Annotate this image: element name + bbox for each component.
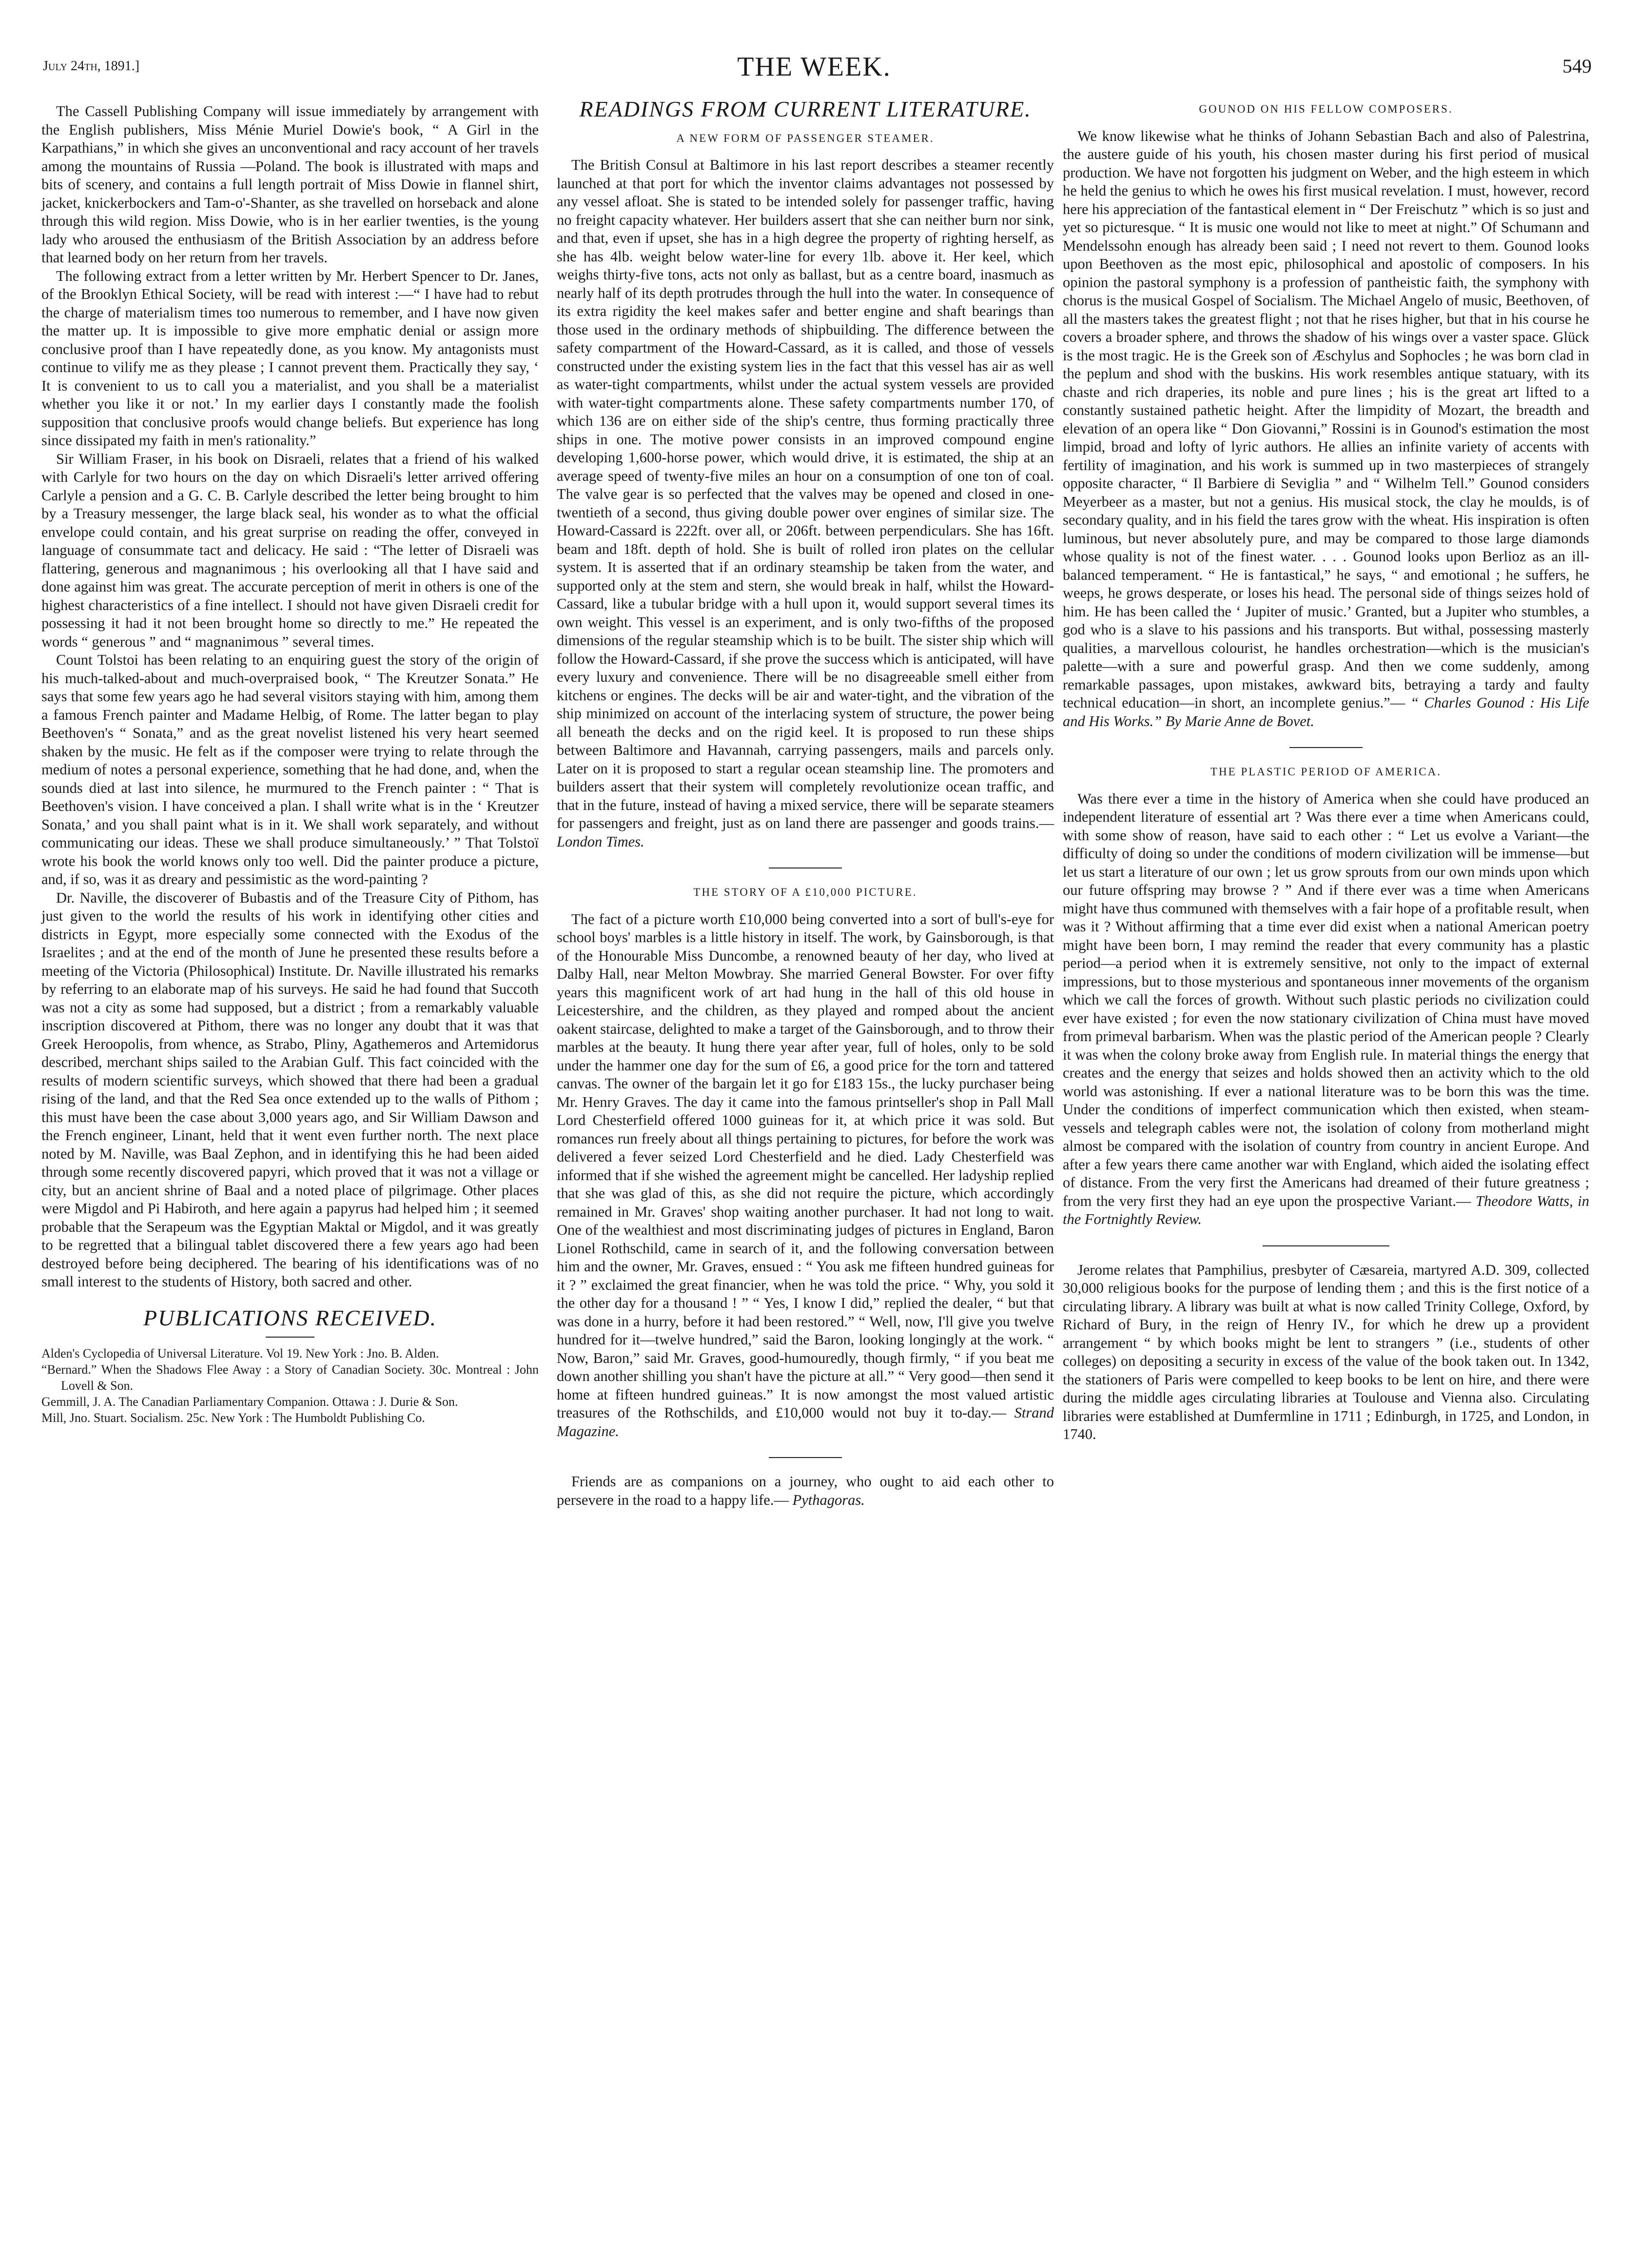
issue-date: July 24th, 1891.]: [43, 59, 139, 74]
article-body-steamer: The British Consul at Baltimore in his last report describes a steamer recently launched at that port for which the inventor claims advantages not possessed by any vessel afloat. She is stated to be intended solely for passenger traffic, having no freight capacity whatever. Her builders assert that she can neither burn nor sink, and that, even if upset, she has in a high degree the property of righting herself, as she has 4lb. weight below water-line for every 1lb. above it. Her keel, which weighs thirty-five tons, acts not only as ballast, but as a centre board, inasmuch as nearly half of its depth protrudes through the hull into the water. In consequence of its extra rigidity the keel makes safer and better engine and shaft bearings than those used in the ordinary methods of shipbuilding. The difference between the safety compartment of the Howard-Cassard, as it is called, and those of vessels constructed under the existing system lies in the fact that this vessel has air as well as water-tight compartments, whilst under the actual system vessels are provided with water-tight compartments alone. These safety compartments number 170, of which 136 are on either side of the ship's centre, thus forming practically three ships in one. The motive power consists in an improved compound engine developing 1,600-horse power, which would drive, it is estimated, the ship at an average speed of twenty-five miles an hour on a consumption of one ton of coal. The valve gear is so perfected that the valves may be opened and closed in one-twentieth of a second, thus giving double power over engines of similar size. The Howard-Cassard is 222ft. over all, or 206ft. between perpendiculars. She has 16ft. beam and 18ft. depth of hold. She is built of rolled iron plates on the cellular system. It is asserted that if an ordinary steamship be taken from the water, and supported only at the stem and stern, she would break in half, whilst the Howard-Cassard, like a tubular bridge with a hull upon it, would support several times its own weight. This vessel is an experiment, and is only two-fifths of the proposed dimensions of the regular steamship which is to be built. The sister ship which will follow the Howard-Cassard, if she prove the success which is anticipated, will have every luxury and convenience. There will be no disagreeable smell either from kitchens or engines. The decks will be air and water-tight, and the vibration of the ship minimized on account of the interlacing system of structure, the power being all beneath the decks and on the rigid keel. It is proposed to run these ships between Baltimore and Havannah, carrying passengers, mails and parcels only. Later on it is proposed to start a regular ocean steamship line. The promoters and builders assert that their system will completely revolutionize ocean traffic, and that in the future, instead of having a mixed service, there will be separate steamers for passengers and freight, just as on land there are passenger and goods trains.— London Times.: [557, 157, 1054, 850]
publication-item: “Bernard.” When the Shadows Flee Away : a Story of Canadian Society. 30c. Montreal : John Lovell & Son.: [41, 1362, 539, 1393]
section-heading: READINGS FROM CURRENT LITERATURE.: [579, 97, 1032, 121]
article-title-steamer: A NEW FORM OF PASSENGER STEAMER.: [676, 132, 935, 144]
publications-heading: PUBLICATIONS RECEIVED.: [143, 1305, 437, 1330]
article-source: Theodore Watts, in the Fortnightly Review.: [1063, 1192, 1590, 1227]
article-body-picture: The fact of a picture worth £10,000 being converted into a sort of bull's-eye for school boys' marbles is a little history in itself. The work, by Gainsborough, is that of the Honourable Miss Duncombe, a renowned beauty of her day, who lived at Dalby Hall, near Melton Mowbray. She married General Bowster. For over fifty years this magnificent work of art had hung in the hall of this old house in Leicestershire, and the children, as they played and romped about the ancient oakent staircase, delighted to make a target of the Gainsborough, and to throw their marbles at the beauty. It hung there year after year, full of holes, only to be sold under the hammer one day for the sum of £6, a good price for the torn and tattered canvas. The owner of the bargain let it go for £183 15s., the lucky purchaser being Mr. Henry Graves. The day it came into the famous printseller's shop in Pall Mall Lord Chesterfield offered 1000 guineas for it, at which price it was sold. But romances run freely about all things pertaining to pictures, for before the work was delivered a fever seized Lord Chesterfield and he died. Lady Chesterfield was informed that if she wished the agreement might be cancelled. Her ladyship replied that she was glad of this, as she did not require the picture, which accordingly remained in Mr. Graves' shop waiting another purchaser. It had not long to wait. One of the wealthiest and most discriminating judges of pictures in England, Baron Lionel Rothschild, came in search of it, and the following conversation between him and the owner, Mr. Graves, ensued : “ You ask me fifteen hundred guineas for it ? ” exclaimed the great financier, when he was told the price. “ Why, you sold it the other day for a thousand ! ” “ Yes, I know I did,” replied the dealer, “ but that was done in a hurry, before it had been restored.” “ Well, now, I'll give you twelve hundred for it—twelve hundred,” said the Baron, looking longingly at the work. “ Now, Baron,” said Mr. Graves, good-humouredly, though firmly, “ if you beat me down another shilling you shan't have the picture at all.” “ Very good—then send it home at fifteen hundred guineas.” It is now amongst the most valued artistic treasures of the Rothschilds, and £10,000 would not buy it to-day.— Strand Magazine.: [557, 910, 1054, 1440]
column-right: [1063, 100, 1589, 1444]
publication-item: Mill, Jno. Stuart. Socialism. 25c. New York : The Humboldt Publishing Co.: [41, 1411, 425, 1425]
article-body-libraries: Jerome relates that Pamphilius, presbyter of Cæsareia, martyred A.D. 309, collected 30,000 religious books for the purpose of lending them ; and this is the first notice of a circulating library. A library was built at what is now called Trinity College, Oxford, by Richard of Bury, in the reign of Henry IV., for which he drew up a provident arrangement “ by which books might be lent to strangers ” (i.e., students of other colleges) on depositing a security in excess of the value of the book taken out. In 1342, the stationers of Paris were compelled to keep books to be lent on hire, and there were during the middle ages circulating libraries at Toulouse and Vienna also. Circulating libraries were established at Dumfermline in 1711 ; Edinburgh, in 1725, and London, in 1740.: [1063, 1261, 1589, 1442]
paragraph-cassell: The Cassell Publishing Company will issue immediately by arrangement with the English publishers, Miss Ménie Muriel Dowie's book, “ A Girl in the Karpathians,” in which she gives an unconventional and racy account of her travels among the mountains of Russia —Poland. The book is illustrated with maps and bits of scenery, and contains a full length portrait of Miss Dowie in flannel shirt, jacket, knickerbockers and Tam-o'-Shanter, as she travelled on horseback and alone through this wild region. Miss Dowie, who is in her earlier twenties, is the young lady who aroused the enthusiasm of the British Association by an address before that learned body on her return from her travels.: [41, 103, 539, 266]
column-middle: [557, 97, 1054, 1509]
divider: [1263, 1245, 1389, 1246]
article-source: “ Charles Gounod : His Life and His Works.” By Marie Anne de Bovet.: [1063, 694, 1589, 730]
paragraph-naville: Dr. Naville, the discoverer of Bubastis and of the Treasure City of Pithom, has just given to the world the results of his work in identifying other cities and districts in Egypt, more especially some connected with the Exodus of the Israelites ; and at the end of the month of June he presented these results before a meeting of the Victoria (Philosophical) Institute. Dr. Naville illustrated his remarks by referring to an elaborate map of his surveys. He said he had found that Succoth was not a city as some had supposed, but a district ; from a remarkably valuable inscription discovered at Pithom, there was no longer any doubt that it was that Greek Heroopolis, from whence, as Strabo, Pliny, Agathemeros and Artemidorus described, merchant ships sailed to the Arabian Gulf. This fact coincided with the results of modern scientific surveys, which showed that there had been a gradual rising of the land, and that the Red Sea once extended up to the walls of Pithom ; this must have been the case about 3,000 years ago, and Sir William Dawson and the French engineer, Linant, held that it went even further north. The next place noted by M. Naville, was Baal Zephon, and in identifying this he had been aided through some recently discovered papyri, which proved that it was not a village or city, but an ancient shrine of Baal and a noted place of pilgrimage. Other places were Migdol and Pi Habiroth, and here again a papyrus had helped him ; it seemed probable that the Serapeum was the Egyptian Maktal or Migdol, and it was greatly to be regretted that a bilingual tablet discovered there a few years ago had been destroyed before being deciphered. The bearing of his identifications was of no small interest to the students of History, both sacred and other.: [41, 889, 539, 1290]
article-source: Strand Magazine.: [557, 1404, 1054, 1440]
divider: [769, 1457, 842, 1458]
quote-pythagoras: Friends are as companions on a journey, who ought to aid each other to persevere in the road to a happy life.— Pythagoras.: [557, 1473, 1054, 1508]
article-source: London Times.: [557, 833, 644, 850]
divider: [266, 1337, 314, 1338]
publication-item: Alden's Cyclopedia of Universal Literature. Vol 19. New York : Jno. B. Alden.: [41, 1346, 439, 1361]
article-body-gounod: We know likewise what he thinks of Johann Sebastian Bach and also of Palestrina, the austere guide of his youth, his chosen master during his first period of musical production. We have not forgotten his judgment on Weber, and the high esteem in which he held the genius to which he owes his first musical revelation. I must, however, record here his appreciation of the fantastical element in “ Der Freischutz ” which is so just and yet so picturesque. “ It is music one would not like to meet at night.” Of Schumann and Mendelssohn enough has already been said ; I need not revert to them. Gounod looks upon Beethoven as the most epic, philosophical and apostolic of composers. In his opinion the pastoral symphony is a profession of pantheistic faith, the symphony with chorus is the musical Gospel of Socialism. The Michael Angelo of music, Beethoven, of all the masters takes the greatest flight ; not that he rises higher, but that in his course he covers a broader sphere, and throws the shadow of his wings over a vaster space. Glück is the most tragic. He is the Greek son of Æschylus and Sophocles ; he was born clad in the peplum and shod with the buskins. His work resembles antique statuary, with its chaste and rich draperies, its noble and pure lines ; his is the great art lifted to a constantly sustained pathetic height. After the limpidity of Mozart, the breadth and elevation of an opera like “ Don Giovanni,” Rossini is in Gounod's estimation the most limpid, broad and lofty of lyric authors. He allies an infinite variety of accents with fertility of imagination, and his work is summed up in two masterpieces of strangely opposite character, “ Il Barbiere di Seviglia ” and “ Wilhelm Tell.” Gounod considers Meyerbeer as a master, but not a genius. His musical stock, the clay he moulds, is of secondary quality, and in his field the tares grow with the wheat. His inspiration is often luminous, but never absolutely pure, and may be compared to those large diamonds whose quality is not of the finest water. . . . Gounod looks upon Berlioz as an ill-balanced temperament. “ He is fantastical,” he says, “ and emotional ; he suffers, he weeps, he grows desperate, or loses his head. The personal side of things seizes hold of him. He has been called the ‘ Jupiter of music.’ Granted, but a Jupiter who stumbles, a god who is a slave to his passions and his transports. But withal, possessing masterly qualities, a marvellous colourist, he handles orchestration—which is the musician's palette—with a sure and powerful grasp. And then we come suddenly, among remarkable passages, upon mistakes, awkward bits, betraying a tardy and faulty technical education—in short, an incomplete genius.”— “ Charles Gounod : His Life and His Works.” By Marie Anne de Bovet.: [1063, 127, 1589, 730]
paragraph-spencer: The following extract from a letter written by Mr. Herbert Spencer to Dr. Janes, of the Brooklyn Ethical Society, will be read with interest :—“ I have had to rebut the charge of materialism times too numerous to remember, and I have now given the matter up. It is impossible to give more emphatic denial or assign more conclusive proof than I have repeatedly done, as you know. My antagonists must continue to vilify me as they please ; I cannot prevent them. Practically they say, ‘ It is convenient to us to call you a materialist, and you shall be a materialist whether you like it or not.’ In my earlier days I constantly made the foolish supposition that conclusive proofs would change beliefs. But experience has long since dissipated my faith in men's rationality.”: [41, 267, 539, 449]
paragraph-fraser: Sir William Fraser, in his book on Disraeli, relates that a friend of his walked with Carlyle for two hours on the day on which Disraeli's letter arrived offering Carlyle a pension and a G. C. B. Carlyle described the letter being brought to him by a Treasury messenger, the large black seal, his wonder as to what the official envelope could contain, and his great surprise on reading the offer, conveyed in language of consummate tact and delicacy. He said : “The letter of Disraeli was flattering, generous and magnanimous ; his overlooking all that I have said and done against him was great. The accurate perception of merit in others is one of the highest characteristics of a fine intellect. I should not have given Disraeli credit for possessing it had it not been brought home so directly to me.” He repeated the words “ generous ” and “ magnanimous ” several times.: [41, 450, 539, 650]
column-left: [41, 102, 539, 1426]
page-number: 549: [1562, 55, 1592, 77]
article-title-picture: THE STORY OF A £10,000 PICTURE.: [693, 886, 917, 898]
article-title-plastic: THE PLASTIC PERIOD OF AMERICA.: [1210, 766, 1442, 778]
divider: [1289, 747, 1363, 748]
paragraph-tolstoi: Count Tolstoi has been relating to an enquiring guest the story of the origin of his much-talked-about and much-overpraised book, “ The Kreutzer Sonata.” He says that some few years ago he had several visitors staying with him, among them a famous French painter and Madame Helbig, of Rome. The latter began to play Beethoven's “ Sonata,” and as the great novelist listened his very heart seemed shaken by the music. He felt as if the composer were trying to relate through the medium of notes a personal experience, something that he had done, and, when the sounds died at last into silence, he murmured to the French painter : “ That is Beethoven's vision. I have conceived a plan. I shall write what is in the ‘ Kreutzer Sonata,’ and you shall paint what is in it. We shall work separately, and without communicating our ideas. These we shall produce simultaneously.’ ” That Tolstoï wrote his book the world knows only too well. Did the painter produce a picture, and, if so, was it as dreary and pessimistic as the word-painting ?: [41, 651, 539, 887]
article-title-gounod: GOUNOD ON HIS FELLOW COMPOSERS.: [1199, 103, 1453, 115]
quote-source: Pythagoras.: [792, 1491, 865, 1508]
masthead-title: THE WEEK.: [737, 52, 891, 82]
article-body-plastic: Was there ever a time in the history of America when she could have produced an independent literature of essential art ? Was there ever a time when Americans could, with some show of reason, have said to each other : “ Let us evolve a Variant—the difficulty of doing so under the conditions of modern civilization will be immense—but let us start a literature of our own ; let us grow sprouts from our own minds upon which our future offspring may browse ? ” And if there ever was a time when Americans might have thus communed with themselves with a fair hope of a profitable result, when was it ? Without affirming that a time ever did exist when a national American poetry might have been born, I may remind the reader that every community has a plastic period—a period when it is extremely sensitive, not only to the impact of external impressions, but to those mysterious and spontaneous inner movements of the organism which we call the forces of growth. Without such plastic periods no civilization could ever have existed ; for even the now stationary civilization of China must have moved from primeval barbarism. When was the plastic period of the American people ? Clearly it was when the colony broke away from English rule. In material things the energy that creates and the energy that seizes and holds showed then an activity which to the old world was astonishing. If ever a national literature was to be born this was the time. Under the conditions of imperfect communication which then existed, when steam-vessels and telegraph cables were not, the isolation of colony from motherland might almost be compared with the isolation of country from country in ancient Europe. And after a few years there came another war with England, which aided the isolating effect of distance. From the very first the Americans had dreamed of their future greatness ; from the very first they had an eye upon the prospective Variant.— Theodore Watts, in the Fortnightly Review.: [1063, 790, 1590, 1227]
publication-item: Gemmill, J. A. The Canadian Parliamentary Companion. Ottawa : J. Durie & Son.: [41, 1395, 458, 1409]
